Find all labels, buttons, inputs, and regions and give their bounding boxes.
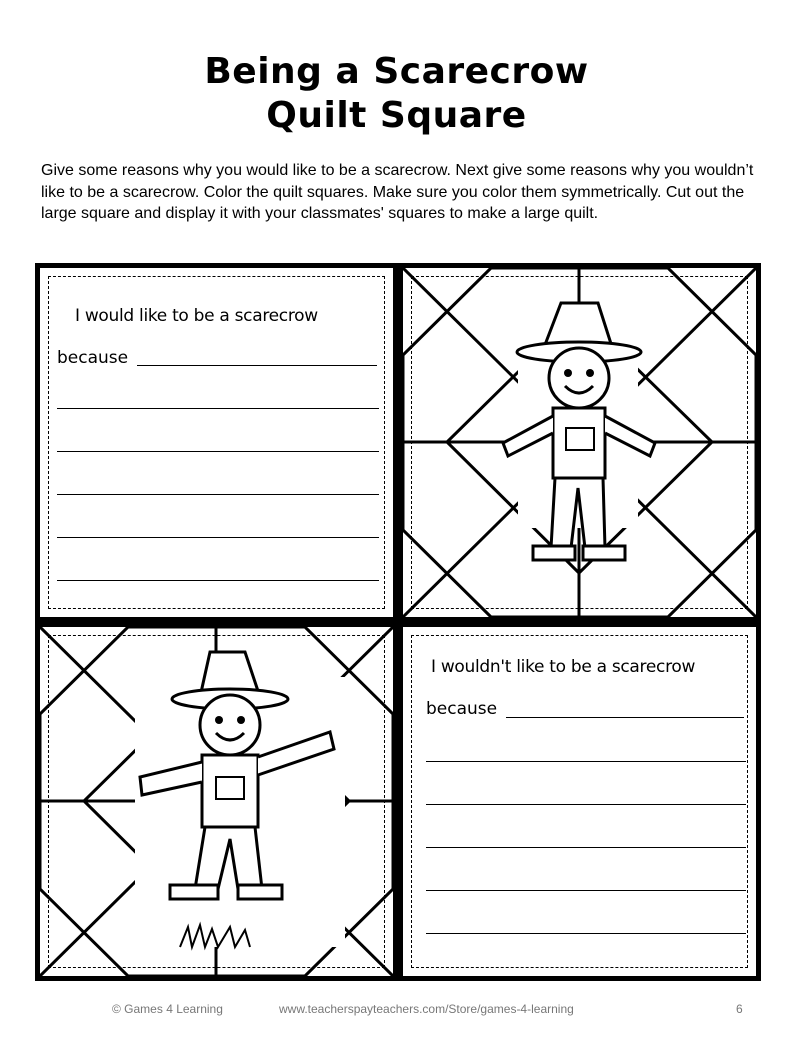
answer-line-6[interactable]: [426, 933, 746, 934]
answer-line-2[interactable]: [57, 408, 379, 409]
instructions-text: Give some reasons why you would like to be a scarecrow. Next give some reasons why you wouldn’t like to be a scarecrow. Color the quilt squares. Make sure you color them symmetrically. Cut out the large square and display it with your classmates' squares to make a large quilt.: [41, 162, 754, 222]
would-like-panel: [35, 263, 398, 622]
page-title-line-1: Being a Scarecrow: [204, 51, 589, 92]
answer-line-5[interactable]: [426, 890, 746, 891]
answer-line-6[interactable]: [57, 580, 379, 581]
answer-line-3[interactable]: [426, 804, 746, 805]
footer-url[interactable]: www.teacherspayteachers.com/Store/games-4-learning: [279, 1002, 574, 1016]
quilt-square-top-right: [398, 263, 761, 622]
footer-page-number: 6: [736, 1002, 743, 1016]
page-title-line-2: Quilt Square: [266, 95, 527, 136]
answer-line-5[interactable]: [57, 537, 379, 538]
would-like-prompt: I would like to be a scarecrow: [75, 306, 318, 326]
stitch-border: [411, 635, 748, 968]
answer-line-4[interactable]: [426, 847, 746, 848]
would-not-like-prompt: I wouldn't like to be a scarecrow: [431, 657, 696, 677]
because-label: because: [57, 348, 129, 368]
because-label: because: [426, 699, 498, 719]
quilt-square-bottom-left: [35, 622, 398, 981]
scarecrow-quilt-icon: [403, 268, 756, 617]
scarecrow-quilt-icon: [40, 627, 393, 976]
answer-line-1[interactable]: [137, 365, 377, 366]
answer-line-3[interactable]: [57, 451, 379, 452]
would-not-like-panel: [398, 622, 761, 981]
answer-line-1[interactable]: [506, 717, 744, 718]
answer-line-4[interactable]: [57, 494, 379, 495]
footer-copyright: © Games 4 Learning: [112, 1002, 223, 1016]
answer-line-2[interactable]: [426, 761, 746, 762]
